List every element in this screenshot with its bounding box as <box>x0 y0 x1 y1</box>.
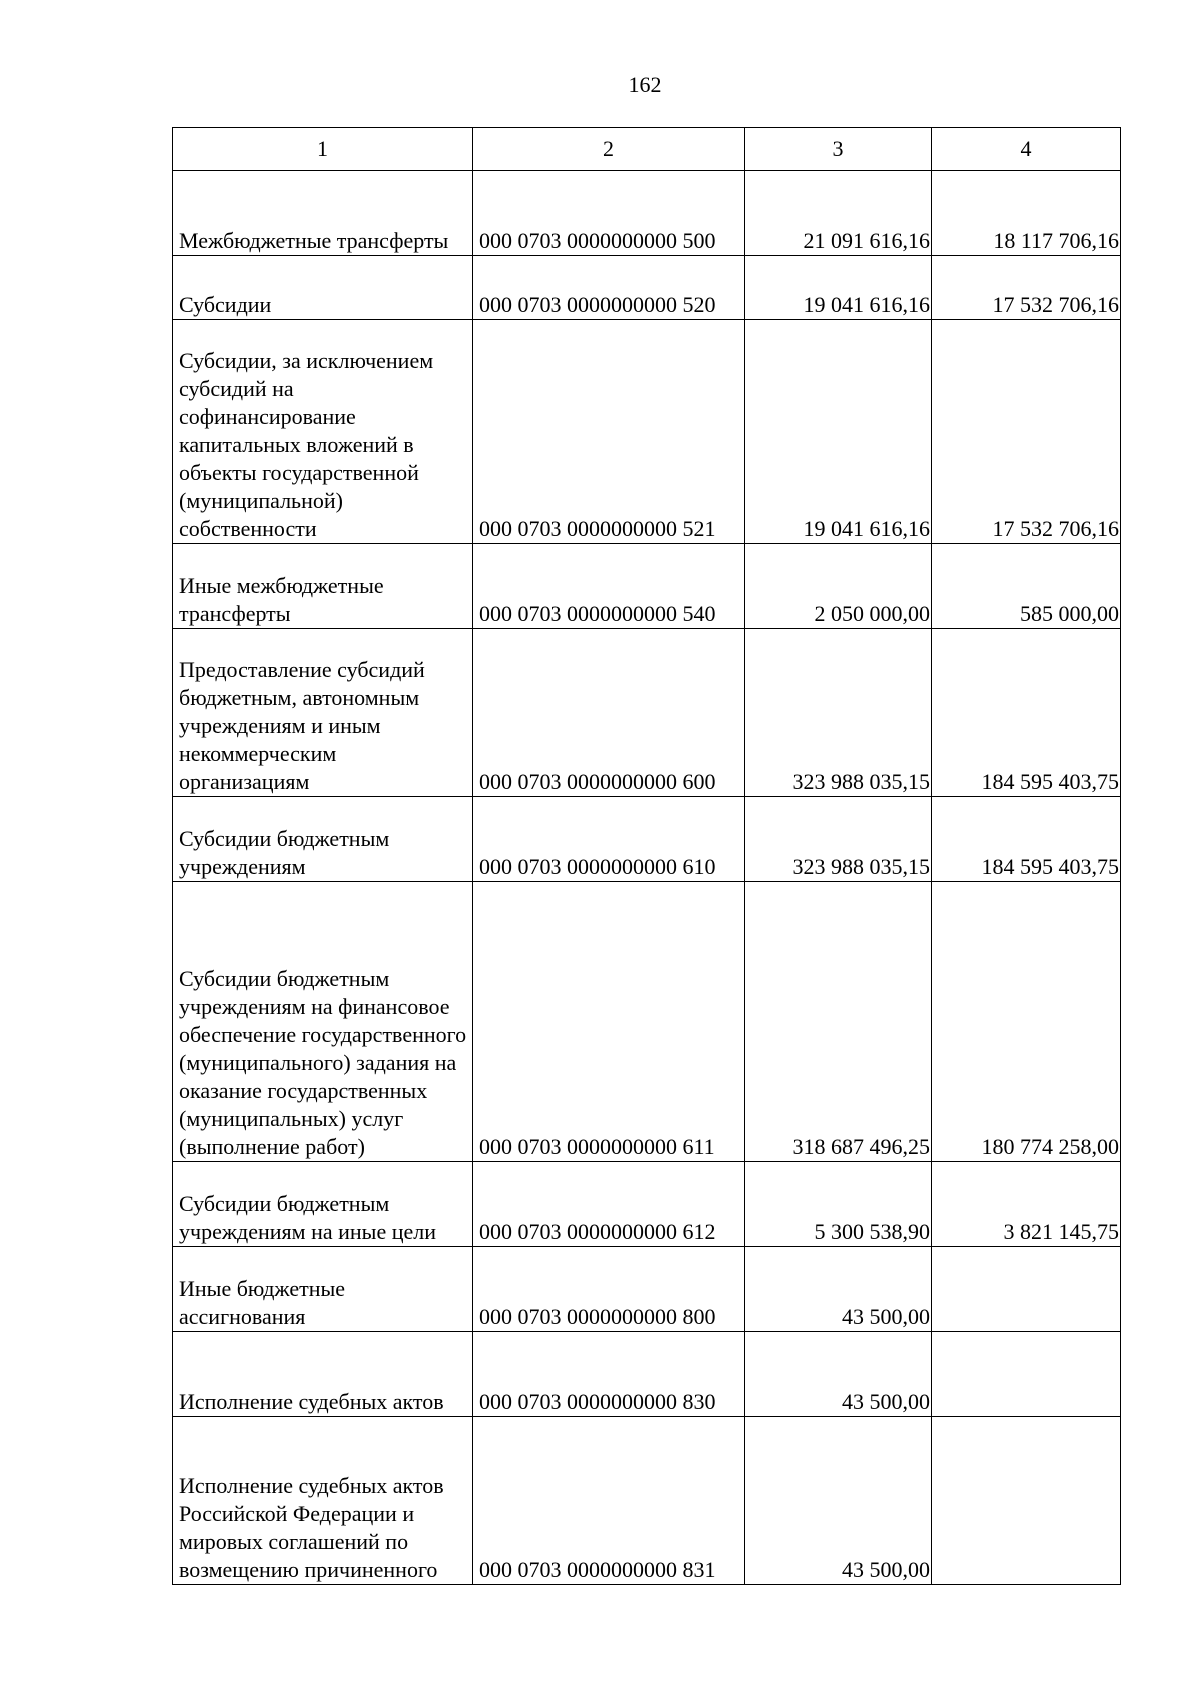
table-row <box>173 171 1121 256</box>
row-code: 000 0703 0000000000 830 <box>473 1332 745 1417</box>
row-col4: 17 532 706,16 <box>932 320 1121 544</box>
row-col4: 184 595 403,75 <box>932 797 1121 882</box>
row-col4: 585 000,00 <box>932 544 1121 629</box>
page-number: 162 <box>628 72 662 97</box>
row-name: Субсидии, за исключением субсидий на софинансирование капитальных вложений в объекты государственной (муниципальной) собственности <box>173 320 473 544</box>
row-col4 <box>932 1332 1121 1417</box>
row-code: 000 0703 0000000000 600 <box>473 629 745 797</box>
table-row <box>173 629 1121 797</box>
table-row <box>173 1332 1121 1417</box>
table-row <box>173 544 1121 629</box>
row-code: 000 0703 0000000000 612 <box>473 1162 745 1247</box>
row-code: 000 0703 0000000000 800 <box>473 1247 745 1332</box>
row-name: Субсидии <box>173 256 473 320</box>
row-col4: 18 117 706,16 <box>932 171 1121 256</box>
row-col3: 19 041 616,16 <box>745 320 932 544</box>
table-row <box>173 882 1121 1162</box>
row-col3: 43 500,00 <box>745 1247 932 1332</box>
row-name: Субсидии бюджетным учреждениям на иные цели <box>173 1162 473 1247</box>
row-code: 000 0703 0000000000 610 <box>473 797 745 882</box>
row-name: Предоставление субсидий бюджетным, автономным учреждениям и иным некоммерческим организациям <box>173 629 473 797</box>
table-row <box>173 1417 1121 1585</box>
row-col3: 318 687 496,25 <box>745 882 932 1162</box>
header-col-1: 1 <box>173 128 473 171</box>
header-row <box>173 128 1121 171</box>
row-col3: 43 500,00 <box>745 1332 932 1417</box>
header-col-3: 3 <box>745 128 932 171</box>
row-col3: 5 300 538,90 <box>745 1162 932 1247</box>
header-col-4: 4 <box>932 128 1121 171</box>
row-code: 000 0703 0000000000 540 <box>473 544 745 629</box>
table-row <box>173 320 1121 544</box>
row-name: Исполнение судебных актов Российской Федерации и мировых соглашений по возмещению причиненного <box>173 1417 473 1585</box>
row-code: 000 0703 0000000000 500 <box>473 171 745 256</box>
row-name: Иные бюджетные ассигнования <box>173 1247 473 1332</box>
row-col3: 19 041 616,16 <box>745 256 932 320</box>
row-name: Субсидии бюджетным учреждениям на финансовое обеспечение государственного (муниципального) задания на оказание государственных (муниципальных) услуг (выполнение работ) <box>173 882 473 1162</box>
row-name: Субсидии бюджетным учреждениям <box>173 797 473 882</box>
row-col4 <box>932 1247 1121 1332</box>
row-name: Исполнение судебных актов <box>173 1332 473 1417</box>
row-col4: 3 821 145,75 <box>932 1162 1121 1247</box>
row-code: 000 0703 0000000000 611 <box>473 882 745 1162</box>
table-row <box>173 797 1121 882</box>
row-name: Межбюджетные трансферты <box>173 171 473 256</box>
row-code: 000 0703 0000000000 520 <box>473 256 745 320</box>
table-row <box>173 1247 1121 1332</box>
row-code: 000 0703 0000000000 521 <box>473 320 745 544</box>
row-col4: 184 595 403,75 <box>932 629 1121 797</box>
row-col4 <box>932 1417 1121 1585</box>
header-col-2: 2 <box>473 128 745 171</box>
row-name: Иные межбюджетные трансферты <box>173 544 473 629</box>
table-row <box>173 1162 1121 1247</box>
row-col3: 323 988 035,15 <box>745 797 932 882</box>
table-row <box>173 256 1121 320</box>
row-col3: 21 091 616,16 <box>745 171 932 256</box>
row-code: 000 0703 0000000000 831 <box>473 1417 745 1585</box>
row-col4: 180 774 258,00 <box>932 882 1121 1162</box>
row-col4: 17 532 706,16 <box>932 256 1121 320</box>
row-col3: 323 988 035,15 <box>745 629 932 797</box>
row-col3: 43 500,00 <box>745 1417 932 1585</box>
budget-table <box>172 127 1121 1585</box>
row-col3: 2 050 000,00 <box>745 544 932 629</box>
